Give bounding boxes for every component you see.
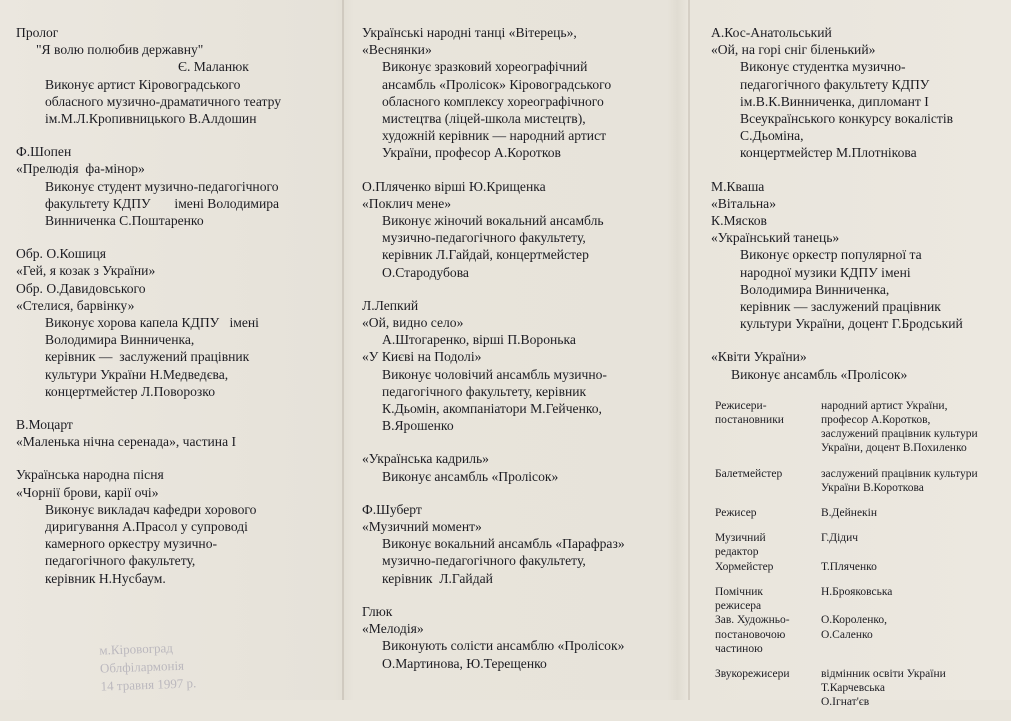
- credit-name-line: [821, 599, 1003, 613]
- credit-role-line: Помічник: [715, 585, 763, 598]
- program-item: [362, 501, 680, 587]
- program-line: культури України Н.Медведєва,: [45, 366, 229, 382]
- credit-name-line: відмінник освіти України: [821, 667, 946, 680]
- credit-role-line: режисера: [715, 600, 762, 613]
- credit-name-line: Н.Брояковська: [821, 585, 893, 598]
- credit-role-line: постановники: [715, 414, 784, 427]
- program-line: ім.В.К.Винниченка, дипломант I: [740, 93, 929, 109]
- credit-row: [711, 467, 1003, 495]
- program-line: камерного оркестру музично-: [45, 536, 218, 552]
- program-item: [362, 178, 680, 281]
- credit-name-line: В.Дейнекін: [821, 507, 877, 520]
- program-line: Обр. О.Кошиця: [16, 246, 106, 262]
- program-line: Виконує викладач кафедри хорового: [45, 501, 257, 517]
- program-line: Всеукраїнського конкурсу вокалістів: [740, 111, 954, 127]
- fold-line: [688, 0, 690, 700]
- credit-role: [711, 399, 821, 456]
- program-item: [362, 297, 680, 435]
- program-line: «Стелися, барвінку»: [16, 297, 135, 313]
- program-item: [711, 178, 1003, 333]
- credit-name-line: О.Ігнат'єв: [821, 696, 870, 709]
- credit-name-line: заслужений працівник культури: [821, 467, 978, 480]
- program-line: педагогічного факультету, керівник: [382, 383, 587, 399]
- program-line: Виконують солісти ансамблю «Пролісок»: [382, 638, 625, 654]
- program-column-middle: [362, 24, 680, 688]
- program-column-right: [711, 24, 1003, 721]
- program-line: Виконує студентка музично-: [740, 59, 906, 75]
- program-line: «Ой, на горі сніг біленький»: [711, 42, 876, 58]
- credit-names: [821, 585, 1003, 656]
- program-line: «Маленька нічна серенада», частина I: [16, 434, 237, 450]
- program-line: «Квіти України»: [711, 349, 807, 365]
- program-line: «Гей, я козак з України»: [16, 263, 156, 279]
- program-line: Л.Лепкий: [362, 297, 419, 313]
- credit-role: [711, 467, 821, 495]
- program-line: «Ой, видно село»: [362, 315, 464, 331]
- program-line: Виконує зразковий хореографічний: [382, 59, 588, 75]
- credit-name-line: народний артист України,: [821, 399, 948, 412]
- credit-name-line: України В.Короткова: [821, 481, 924, 494]
- fold-line: [342, 0, 344, 700]
- program-line: «Прелюдія фа-мінор»: [16, 161, 145, 177]
- program-line: Виконує артист Кіровоградського: [45, 76, 241, 92]
- program-item: [362, 603, 680, 672]
- program-line: мистецтва (ліцей-школа мистецтв),: [382, 111, 586, 127]
- credit-name-line: Т.Пляченко: [821, 560, 877, 573]
- program-line: культури України, доцент Г.Бродський: [740, 316, 963, 332]
- credit-role-line: Балетмейстер: [715, 467, 783, 480]
- credits-table: [711, 399, 1003, 710]
- credit-row: [711, 531, 1003, 574]
- credit-role: [711, 585, 821, 656]
- program-item: [16, 466, 334, 586]
- program-line: концертмейстер Л.Поворозко: [45, 383, 215, 399]
- program-line: «Поклич мене»: [362, 195, 452, 211]
- program-line: Виконує ансамбль «Пролісок»: [731, 366, 908, 382]
- program-item: [711, 348, 1003, 382]
- program-line: педагогічного факультету КДПУ: [740, 76, 930, 92]
- credit-name-line: професор А.Коротков,: [821, 414, 931, 427]
- program-line: диригування А.Прасол у супроводі: [45, 519, 248, 535]
- credit-role-line: Музичний: [715, 532, 766, 545]
- program-line: керівник Н.Нусбаум.: [45, 570, 166, 586]
- program-line: обласного комплексу хореографічного: [382, 93, 604, 109]
- program-column-left: [16, 24, 334, 603]
- credit-role: [711, 667, 821, 710]
- credit-names: [821, 467, 1003, 495]
- program-line: Ф.Шуберт: [362, 501, 422, 517]
- program-item: [16, 416, 334, 450]
- program-item: [711, 24, 1003, 162]
- program-line: музично-педагогічного факультету,: [382, 230, 586, 246]
- credit-name-line: О.Саленко: [821, 628, 873, 641]
- program-line: Українські народні танці «Вітерець»,: [362, 25, 577, 40]
- program-item: [362, 450, 680, 484]
- credit-role-line: Режисер: [715, 507, 757, 520]
- credit-row: [711, 506, 1003, 520]
- program-line: обласного музично-драматичного театру: [45, 93, 282, 109]
- stamp-line: Облфілармонія: [99, 657, 185, 676]
- program-line: Виконує чоловічий ансамбль музично-: [382, 366, 607, 382]
- credit-role-line: редактор: [715, 546, 759, 559]
- program-item: [362, 24, 680, 162]
- program-item: [16, 24, 334, 127]
- credit-name-line: Т.Карчевська: [821, 682, 885, 695]
- credit-names: [821, 399, 1003, 456]
- program-line: «Чорнії брови, карії очі»: [16, 484, 159, 500]
- program-item: [16, 143, 334, 229]
- program-line: Володимира Винниченка,: [740, 281, 890, 297]
- stamp-line: м.Кіровоград: [99, 640, 174, 658]
- program-line: Є. Маланюк: [178, 59, 249, 75]
- program-line: Виконує ансамбль «Пролісок»: [382, 468, 559, 484]
- program-line: Глюк: [362, 603, 393, 619]
- program-line: Виконує хорова капела КДПУ імені: [45, 315, 259, 331]
- program-line: Пролог: [16, 25, 59, 40]
- credit-name-line: О.Короленко,: [821, 614, 888, 627]
- program-line: «Вітальна»: [711, 195, 776, 211]
- program-line: А.Кос-Анатольський: [711, 25, 832, 40]
- program-line: О.Мартинова, Ю.Терещенко: [382, 655, 547, 671]
- credit-name-line: України, доцент В.Похиленко: [821, 442, 967, 455]
- program-line: «Український танець»: [711, 230, 840, 246]
- program-line: К.Мясков: [711, 213, 767, 229]
- credit-role-line: Зав. Художньо-: [715, 614, 790, 627]
- credit-role-line: Режисери-: [715, 399, 767, 412]
- program-line: В.Ярошенко: [382, 418, 454, 434]
- credit-row: [711, 585, 1003, 656]
- program-line: ім.М.Л.Кропивницького В.Алдошин: [45, 111, 257, 127]
- program-line: К.Дьомін, акомпаніатори М.Гейченко,: [382, 401, 602, 417]
- faded-stamp-text: [99, 638, 197, 695]
- program-line: Виконує студент музично-педагогічного: [45, 178, 279, 194]
- program-line: музично-педагогічного факультету,: [382, 553, 586, 569]
- program-line: концертмейстер М.Плотнікова: [740, 145, 917, 161]
- program-line: "Я волю полюбив державну": [36, 42, 204, 58]
- credit-role: [711, 506, 821, 520]
- program-line: художній керівник — народний артист: [382, 128, 607, 144]
- program-line: керівник — заслужений працівник: [740, 299, 941, 315]
- program-line: Винниченка С.Поштаренко: [45, 213, 204, 229]
- program-line: керівник Л.Гайдай: [382, 570, 493, 586]
- program-line: Виконує вокальний ансамбль «Парафраз»: [382, 536, 625, 552]
- credit-row: [711, 399, 1003, 456]
- program-line: «Українська кадриль»: [362, 451, 489, 467]
- program-line: О.Пляченко вірші Ю.Крищенка: [362, 178, 546, 194]
- credit-role-line: постановочою: [715, 628, 786, 641]
- credit-name-line: Г.Дідич: [821, 532, 859, 545]
- program-line: «Музичний момент»: [362, 519, 482, 535]
- program-item: [16, 245, 334, 400]
- credit-role-line: Звукорежисери: [715, 667, 790, 680]
- stamp-line: 14 травня 1997 р.: [100, 675, 197, 694]
- program-line: України, професор А.Коротков: [382, 145, 561, 161]
- program-line: А.Штогаренко, вірші П.Воронька: [382, 332, 576, 348]
- program-line: Обр. О.Давидовського: [16, 280, 146, 296]
- program-line: «Мелодія»: [362, 621, 424, 637]
- program-line: «У Києві на Подолі»: [362, 349, 482, 365]
- credit-names: [821, 506, 1003, 520]
- program-line: О.Стародубова: [382, 264, 469, 280]
- credit-role: [711, 531, 821, 574]
- credit-row: [711, 667, 1003, 710]
- program-line: «Веснянки»: [362, 42, 432, 58]
- credit-name-line: заслужений працівник культури: [821, 428, 978, 441]
- program-line: С.Дьоміна,: [740, 128, 804, 144]
- program-line: Виконує жіночий вокальний ансамбль: [382, 213, 604, 229]
- credit-names: [821, 531, 1003, 574]
- program-line: педагогічного факультету,: [45, 553, 196, 569]
- program-line: Виконує оркестр популярної та: [740, 247, 922, 263]
- program-line: Українська народна пісня: [16, 467, 164, 483]
- credit-names: [821, 667, 1003, 710]
- program-line: В.Моцарт: [16, 417, 73, 433]
- program-line: М.Кваша: [711, 178, 765, 194]
- program-line: Ф.Шопен: [16, 144, 72, 160]
- program-line: факультету КДПУ імені Володимира: [45, 195, 280, 211]
- credit-name-line: [821, 545, 1003, 559]
- program-items: [711, 24, 1003, 383]
- program-line: ансамбль «Пролісок» Кіровоградського: [382, 76, 612, 92]
- program-line: Володимира Винниченка,: [45, 332, 195, 348]
- program-line: народної музики КДПУ імені: [740, 264, 911, 280]
- program-line: керівник Л.Гайдай, концертмейстер: [382, 247, 589, 263]
- credit-role-line: Хормейстер: [715, 560, 774, 573]
- credit-role-line: частиною: [715, 642, 763, 655]
- program-line: керівник — заслужений працівник: [45, 349, 250, 365]
